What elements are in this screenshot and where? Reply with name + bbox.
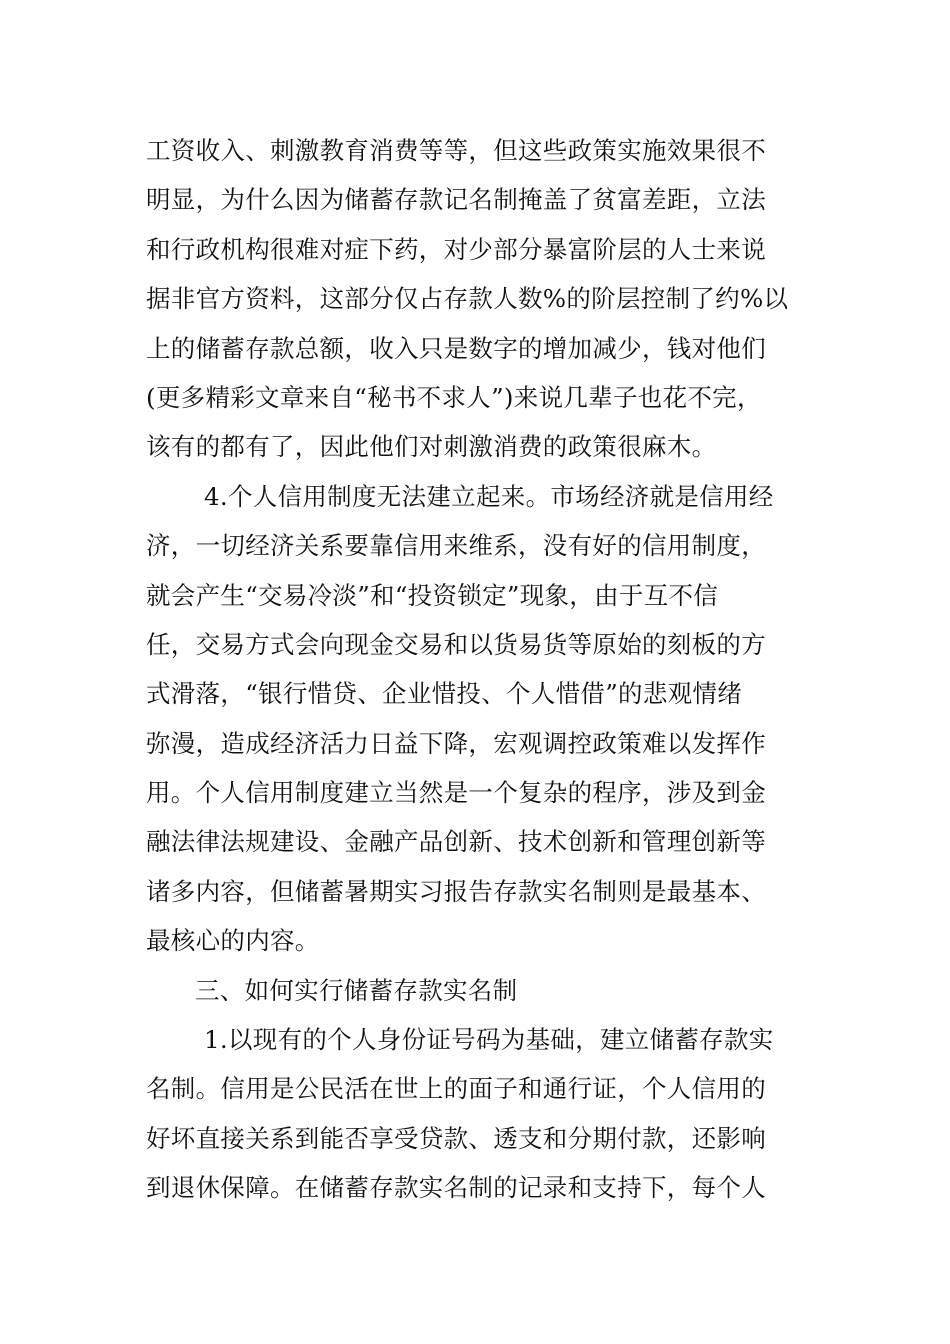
text-line: 工资收入、刺激教育消费等等，但这些政策实施效果很不 — [146, 136, 766, 165]
paragraph-start-line: 1.以现有的个人身份证号码为基础，建立储蓄存款实 — [204, 1025, 774, 1055]
text-line: 上的储蓄存款总额，收入只是数字的增加减少，钱对他们 — [146, 333, 766, 363]
text-line: 到退休保障。在储蓄存款实名制的记录和支持下，每个人 — [146, 1173, 766, 1203]
text-line: 和行政机构很难对症下药，对少部分暴富阶层的人士来说 — [146, 234, 766, 264]
text-line: 融法律法规建设、金融产品创新、技术创新和管理创新等 — [146, 827, 766, 857]
text-line: 济，一切经济关系要靠信用来维系，没有好的信用制度， — [146, 531, 766, 561]
text-line: 名制。信用是公民活在世上的面子和通行证，个人信用的 — [146, 1074, 766, 1104]
text-line: 弥漫，造成经济活力日益下降，宏观调控政策难以发挥作 — [146, 728, 766, 758]
text-line: 诸多内容，但储蓄暑期实习报告存款实名制则是最基本、 — [146, 876, 766, 906]
text-line: 式滑落，“银行惜贷、企业惜投、个人惜借”的悲观情绪 — [146, 679, 743, 709]
body-text — [146, 126, 810, 1213]
text-line: 明显，为什么因为储蓄存款记名制掩盖了贫富差距，立法 — [146, 185, 766, 215]
text-line: 该有的都有了，因此他们对刺激消费的政策很麻木。 — [146, 432, 717, 462]
paragraph-start-line: 4.个人信用制度无法建立起来。市场经济就是信用经 — [204, 481, 774, 511]
text-line: 用。个人信用制度建立当然是一个复杂的程序，涉及到金 — [146, 778, 766, 808]
text-line: 最核心的内容。 — [146, 926, 320, 956]
section-heading: 三、如何实行储蓄存款实名制 — [195, 975, 518, 1005]
text-line: 就会产生“交易冷淡”和“投资锁定”现象，由于互不信 — [146, 580, 719, 610]
text-line: 好坏直接关系到能否享受贷款、透支和分期付款，还影响 — [146, 1123, 766, 1153]
text-line: 任，交易方式会向现金交易和以货易货等原始的刻板的方 — [146, 629, 766, 659]
text-line: 据非官方资料，这部分仅占存款人数%的阶层控制了约%以 — [146, 284, 789, 314]
text-line: (更多精彩文章来自“秘书不求人”)来说几辈子也花不完， — [146, 382, 762, 412]
